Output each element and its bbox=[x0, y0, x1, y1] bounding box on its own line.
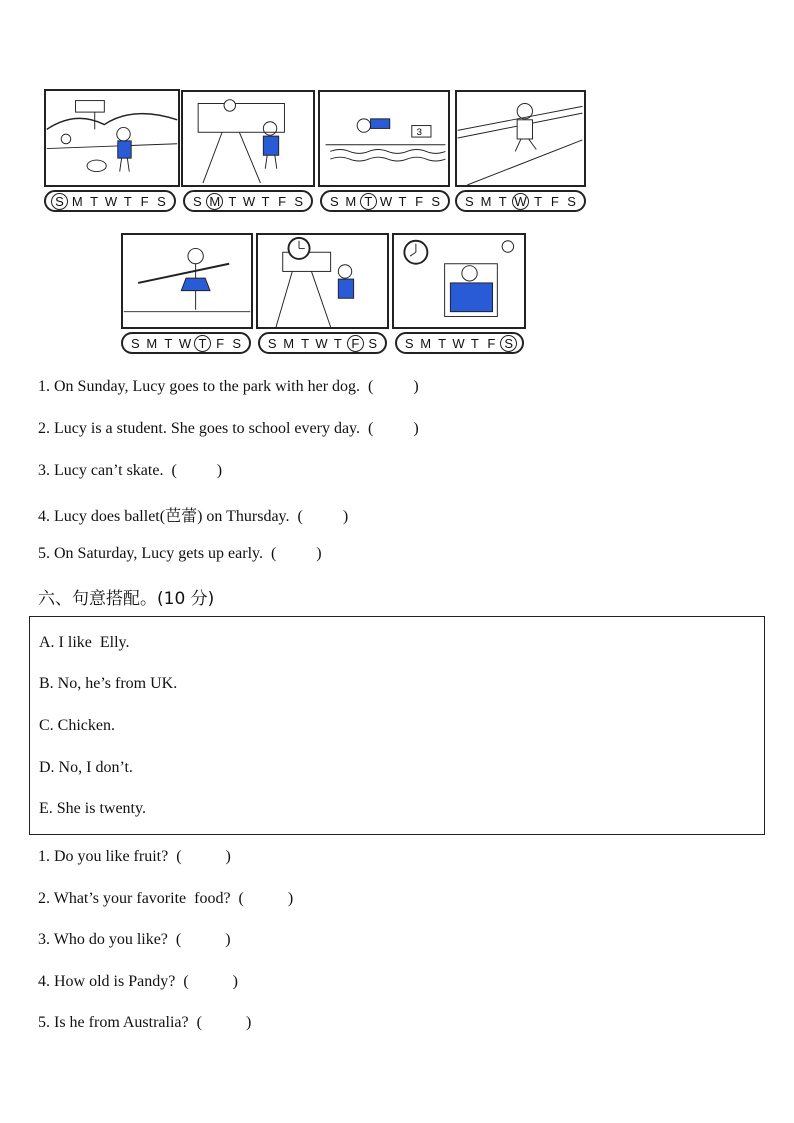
judge-question-3: 3. Lucy can’t skate. ( ) bbox=[38, 462, 223, 479]
match-question-3: 3. Who do you like? ( ) bbox=[38, 931, 231, 948]
section-title: 六、句意搭配。(10 分) bbox=[38, 589, 215, 609]
days-strip-6 bbox=[258, 332, 387, 354]
days-strip-3 bbox=[320, 190, 450, 212]
options-box bbox=[29, 616, 765, 835]
days-strip-4 bbox=[455, 190, 586, 212]
day-letter: M bbox=[206, 193, 223, 210]
day-letter: S bbox=[329, 193, 339, 209]
day-letter: M bbox=[480, 193, 492, 209]
day-letter: T bbox=[90, 193, 99, 209]
day-letter: S bbox=[130, 335, 140, 351]
days-strip-5 bbox=[121, 332, 251, 354]
match-question-4: 4. How old is Pandy? ( ) bbox=[38, 973, 238, 990]
day-letter: T bbox=[534, 193, 543, 209]
day-letter: F bbox=[415, 193, 424, 209]
day-letter: S bbox=[192, 193, 202, 209]
day-letter: T bbox=[470, 335, 479, 351]
judge-question-1: 1. On Sunday, Lucy goes to the park with her dog. ( ) bbox=[38, 378, 419, 395]
day-letter: T bbox=[333, 335, 342, 351]
day-letter: T bbox=[194, 335, 211, 352]
day-letter: W bbox=[242, 193, 256, 209]
match-question-2: 2. What’s your favorite food? ( ) bbox=[38, 890, 294, 907]
day-letter: M bbox=[420, 335, 432, 351]
picture-park bbox=[44, 89, 180, 187]
option-c: C. Chicken. bbox=[39, 717, 115, 734]
picture-skating bbox=[455, 90, 586, 187]
option-d: D. No, I don’t. bbox=[39, 759, 133, 776]
svg-text:3: 3 bbox=[416, 127, 422, 139]
day-letter: T bbox=[398, 193, 407, 209]
day-letter: F bbox=[347, 335, 364, 352]
days-strip-1 bbox=[44, 190, 176, 212]
day-letter: M bbox=[146, 335, 158, 351]
judge-question-4: 4. Lucy does ballet(芭蕾) on Thursday. ( ) bbox=[38, 508, 349, 525]
day-letter: S bbox=[157, 193, 166, 209]
day-letter: F bbox=[487, 335, 496, 351]
day-letter: S bbox=[294, 193, 303, 209]
option-b: B. No, he’s from UK. bbox=[39, 675, 178, 692]
day-letter: W bbox=[452, 335, 465, 351]
match-question-5: 5. Is he from Australia? ( ) bbox=[38, 1014, 252, 1031]
day-letter: F bbox=[550, 193, 559, 209]
picture-swimming bbox=[318, 90, 450, 187]
option-e: E. She is twenty. bbox=[39, 800, 146, 817]
day-letter: T bbox=[438, 335, 447, 351]
day-letter: S bbox=[368, 335, 378, 351]
option-a: A. I like Elly. bbox=[39, 634, 130, 651]
judge-question-2: 2. Lucy is a student. She goes to school every day. ( ) bbox=[38, 420, 419, 437]
picture-ballet bbox=[121, 233, 253, 329]
day-letter: S bbox=[404, 335, 414, 351]
picture-sleeping bbox=[392, 233, 526, 329]
day-letter: F bbox=[216, 335, 225, 351]
picture-school bbox=[181, 90, 315, 187]
day-letter: T bbox=[228, 193, 237, 209]
day-letter: T bbox=[123, 193, 132, 209]
days-strip-7 bbox=[395, 332, 524, 354]
day-letter: T bbox=[261, 193, 270, 209]
day-letter: W bbox=[379, 193, 393, 209]
day-letter: W bbox=[315, 335, 328, 351]
day-letter: W bbox=[178, 335, 192, 351]
days-strip-2 bbox=[183, 190, 313, 212]
day-letter: T bbox=[498, 193, 507, 209]
day-letter: T bbox=[164, 335, 173, 351]
day-letter: S bbox=[267, 335, 277, 351]
day-letter: S bbox=[431, 193, 440, 209]
day-letter: W bbox=[104, 193, 118, 209]
day-letter: S bbox=[51, 193, 68, 210]
day-letter: F bbox=[140, 193, 149, 209]
day-letter: F bbox=[278, 193, 287, 209]
day-letter: M bbox=[71, 193, 83, 209]
day-letter: M bbox=[283, 335, 295, 351]
judge-question-5: 5. On Saturday, Lucy gets up early. ( ) bbox=[38, 545, 322, 562]
day-letter: S bbox=[567, 193, 576, 209]
day-letter: S bbox=[500, 335, 517, 352]
day-letter: T bbox=[360, 193, 377, 210]
picture-school-clock bbox=[256, 233, 389, 329]
match-question-1: 1. Do you like fruit? ( ) bbox=[38, 848, 231, 865]
day-letter: W bbox=[512, 193, 529, 210]
day-letter: S bbox=[465, 193, 474, 209]
day-letter: M bbox=[345, 193, 357, 209]
day-letter: S bbox=[232, 335, 241, 351]
day-letter: T bbox=[301, 335, 310, 351]
